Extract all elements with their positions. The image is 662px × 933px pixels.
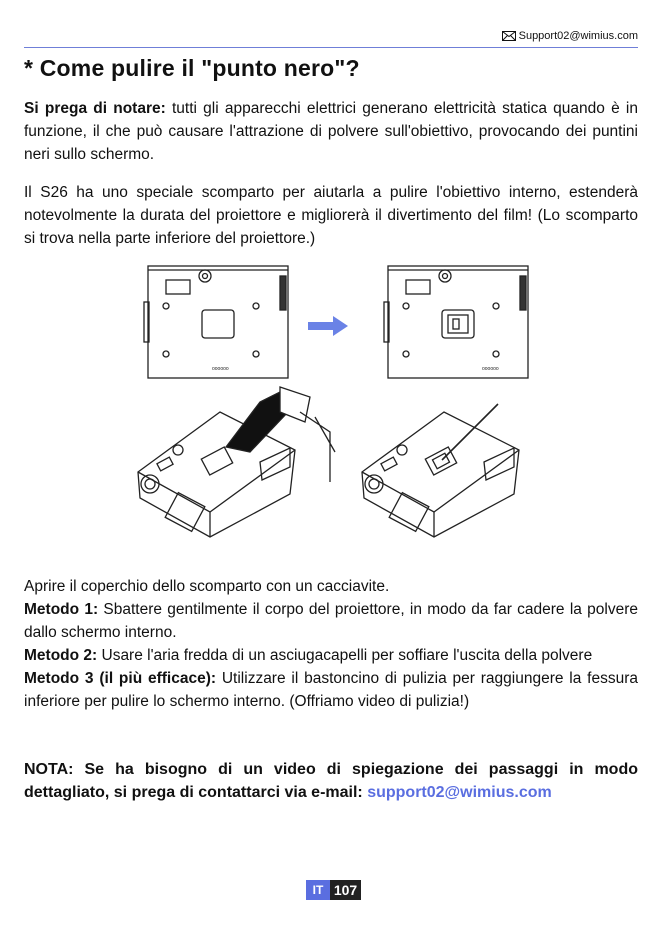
envelope-icon bbox=[502, 31, 516, 41]
method-1-text: Sbattere gentilmente il corpo del proiettore, in modo da far cadere la polvere dallo schermo interno. bbox=[24, 601, 638, 641]
open-instruction: Aprire il coperchio dello scomparto con un cacciavite. bbox=[24, 578, 390, 595]
header-email bbox=[502, 30, 638, 42]
language-badge: IT bbox=[306, 880, 330, 900]
method-2 bbox=[24, 644, 638, 667]
method-3-label: Metodo 3 (il più efficace): bbox=[24, 670, 217, 687]
method-2-text: Usare l'aria fredda di un asciugacapelli per soffiare l'uscita della polvere bbox=[97, 647, 593, 664]
instructions-block bbox=[24, 575, 638, 713]
method-2-label: Metodo 2: bbox=[24, 647, 98, 664]
svg-text:oooooo: oooooo bbox=[212, 366, 229, 372]
header-divider bbox=[24, 47, 638, 48]
intro-paragraph bbox=[24, 97, 638, 166]
method-1-label: Metodo 1: bbox=[24, 601, 99, 618]
header-email-text: Support02@wimius.com bbox=[518, 30, 638, 42]
s26-paragraph: Il S26 ha uno speciale scomparto per aiutarla a pulire l'obiettivo interno, estenderà notevolmente la durata del proiettore e migliorerà il divertimento del film! (Lo scomparto si trova nella parte inferiore del proiettore.) bbox=[24, 184, 638, 247]
page-number: 107 bbox=[330, 880, 361, 900]
method-1 bbox=[24, 598, 638, 644]
projector-bottom-closed bbox=[144, 266, 288, 378]
note-text: NOTA: Se ha bisogno di un video di spiegazione dei passaggi in modo dettagliato, si prega di contattarci via e-mail: bbox=[24, 761, 638, 801]
intro-lead: Si prega di notare: bbox=[24, 100, 166, 117]
note-email-link[interactable]: support02@wimius.com bbox=[367, 784, 552, 801]
svg-text:oooooo: oooooo bbox=[482, 366, 499, 372]
arrow-icon bbox=[308, 316, 348, 336]
method-3-text: Utilizzare il bastoncino di pulizia per raggiungere la fessura inferiore per pulire lo schermo interno. (Offriamo video di pulizia!) bbox=[24, 670, 638, 710]
cleaning-illustration bbox=[130, 262, 530, 540]
intro-text: tutti gli apparecchi elettrici generano elettricità statica quando è in funzione, il che può causare l'attrazione di polvere sull'obiettivo, provocando dei puntini neri sullo schermo. bbox=[24, 100, 638, 163]
page-title: * Come pulire il "punto nero"? bbox=[24, 55, 360, 81]
projector-hairdryer bbox=[138, 387, 335, 537]
method-3 bbox=[24, 667, 638, 713]
projector-bottom-open bbox=[384, 266, 528, 378]
note-paragraph bbox=[24, 758, 638, 804]
page-footer bbox=[306, 880, 361, 900]
projector-cleaning-stick bbox=[362, 404, 519, 537]
